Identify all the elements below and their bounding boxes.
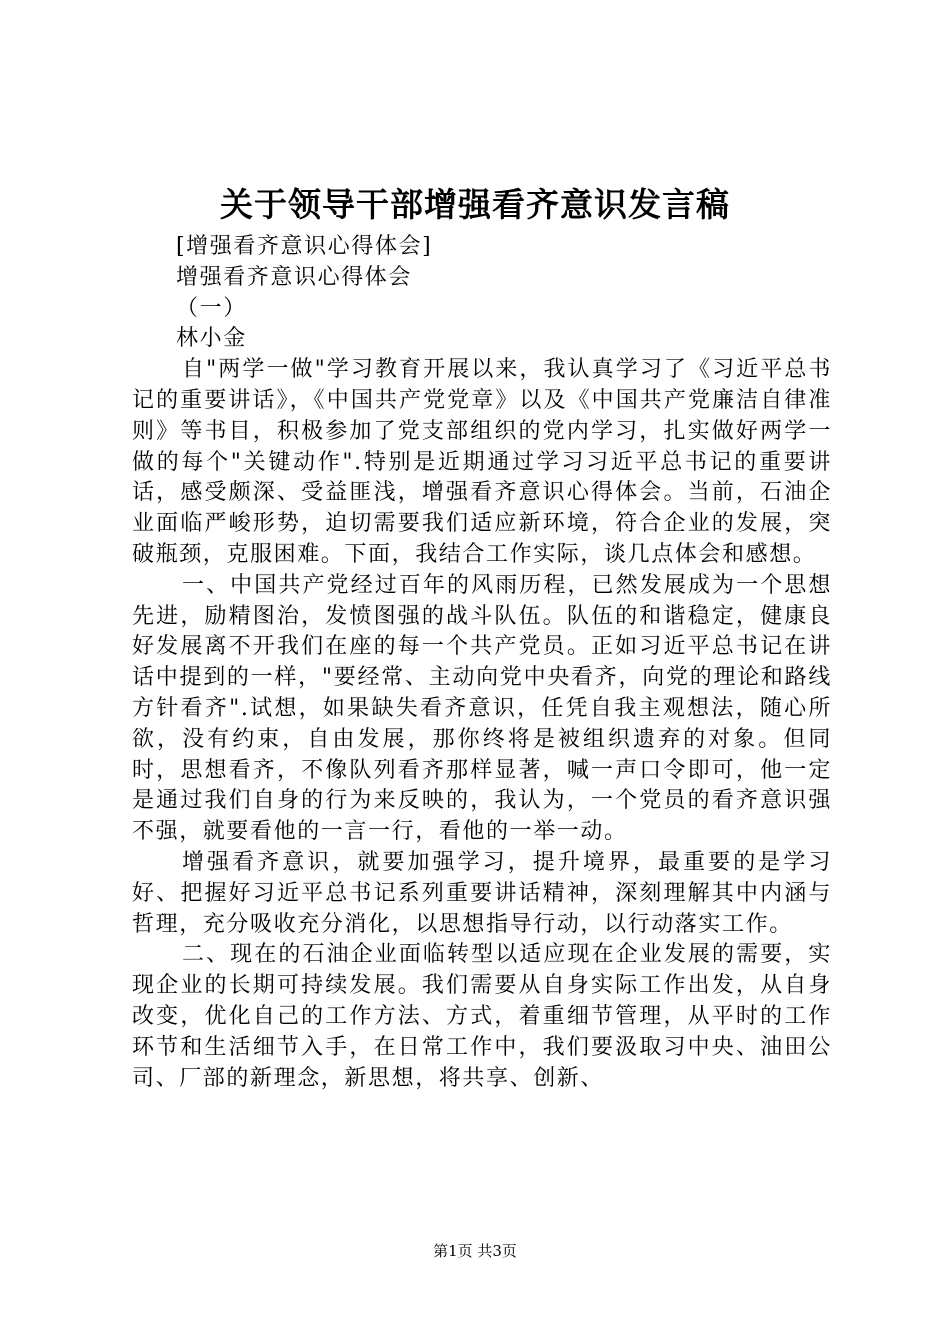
subtitle-bracket: [增强看齐意识心得体会]	[176, 234, 433, 259]
author-name: 林小金	[176, 326, 247, 352]
paragraph-point-two: 二、现在的石油企业面临转型以适应现在企业发展的需要，实现企业的长期可持续发展。我们需要从自身实际工作出发，从自身改变，优化自己的工作方法、方式，着重细节管理，从平时的工作环节和生活细节入手，在日常工作中，我们要汲取习中央、油田公司、厂部的新理念，新思想，将共享、创新、	[132, 942, 832, 1091]
document-title: 关于领导干部增强看齐意识发言稿	[220, 185, 730, 224]
document-body	[132, 232, 832, 1094]
section-number: （一）	[176, 295, 247, 321]
paragraph-point-one: 一、中国共产党经过百年的风雨历程，已然发展成为一个思想先进，励精图治，发愤图强的战斗队伍。队伍的和谐稳定，健康良好发展离不开我们在座的每一个共产党员。正如习近平总书记在讲话中提到的一样，"要经常、主动向党中央看齐，向党的理论和路线方针看齐".试想，如果缺失看齐意识，任凭自我主观想法，随心所欲，没有约束，自由发展，那你终将是被组织遗弃的对象。但同时，思想看齐，不像队列看齐那样显著，喊一声口令即可，他一定是通过我们自身的行为来反映的，我认为，一个党员的看齐意识强不强，就要看他的一言一行，看他的一举一动。	[132, 572, 832, 845]
page-footer: 第1页 共3页	[433, 1242, 517, 1260]
subtitle: 增强看齐意识心得体会	[176, 264, 413, 290]
paragraph-intro: 自"两学一做"学习教育开展以来，我认真学习了《习近平总书记的重要讲话》，《中国共产党党章》以及《中国共产党廉洁自律准则》等书目，积极参加了党支部组织的党内学习，扎实做好两学一做的每个"关键动作".特别是近期通过学习习近平总书记的重要讲话，感受颇深、受益匪浅，增强看齐意识心得体会。当前，石油企业面临严峻形势，迫切需要我们适应新环境，符合企业的发展，突破瓶颈，克服困难。下面，我结合工作实际，谈几点体会和感想。	[132, 357, 832, 567]
paragraph-study: 增强看齐意识，就要加强学习，提升境界，最重要的是学习好、把握好习近平总书记系列重要讲话精神，深刻理解其中内涵与哲理，充分吸收充分消化，以思想指导行动，以行动落实工作。	[132, 849, 832, 937]
